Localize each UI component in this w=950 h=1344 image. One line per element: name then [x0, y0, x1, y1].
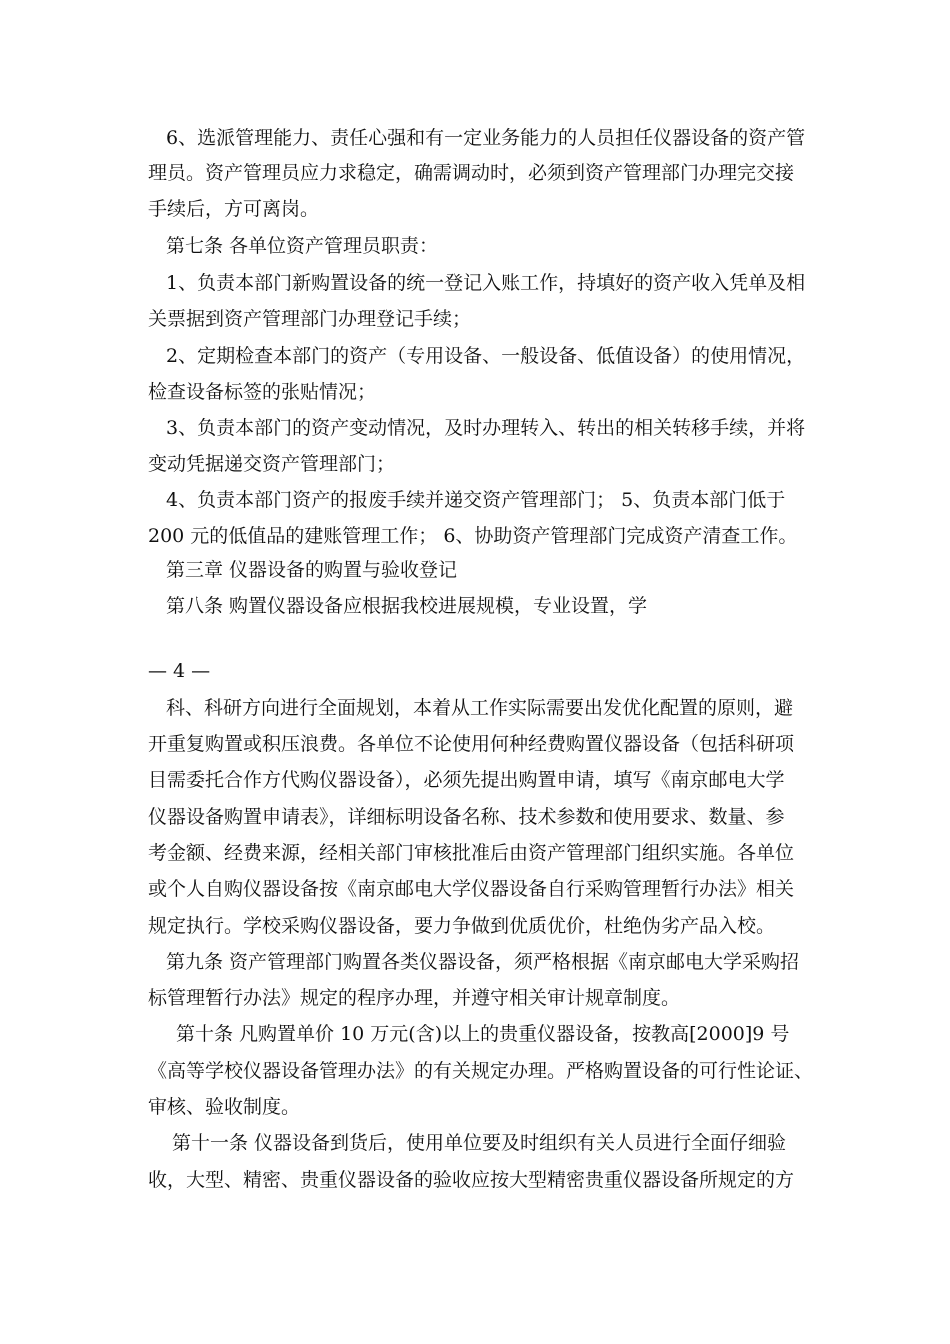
page-number: — 4 — — [148, 660, 211, 682]
paragraph-line: 理员。资产管理员应力求稳定，确需调动时，必须到资产管理部门办理完交接 — [148, 162, 795, 184]
paragraph-line: 检查设备标签的张贴情况； — [148, 381, 377, 403]
paragraph-line: 关票据到资产管理部门办理登记手续； — [148, 308, 472, 330]
article-heading: 第七条 各单位资产管理员职责： — [166, 235, 439, 257]
article-heading: 第十一条 仪器设备到货后，使用单位要及时组织有关人员进行全面仔细验 — [172, 1132, 787, 1154]
paragraph-line: 标管理暂行办法》规定的程序办理，并遵守相关审计规章制度。 — [148, 987, 681, 1009]
paragraph-line: 《高等学校仪器设备管理办法》的有关规定办理。严格购置设备的可行性论证、 — [148, 1060, 814, 1082]
paragraph-line: 手续后，方可离岗。 — [148, 198, 320, 220]
paragraph-line: 收，大型、精密、贵重仪器设备的验收应按大型精密贵重仪器设备所规定的方 — [148, 1169, 795, 1191]
paragraph-line: 科、科研方向进行全面规划，本着从工作实际需要出发优化配置的原则，避 — [166, 697, 794, 719]
paragraph-line: 规定执行。学校采购仪器设备，要力争做到优质优价，杜绝伪劣产品入校。 — [148, 915, 776, 937]
chapter-heading: 第三章 仪器设备的购置与验收登记 — [166, 559, 458, 581]
paragraph-line: 开重复购置或积压浪费。各单位不论使用何种经费购置仪器设备（包括科研项 — [148, 733, 795, 755]
article-heading: 第九条 资产管理部门购置各类仪器设备，须严格根据《南京邮电大学采购招 — [166, 951, 800, 973]
article-heading: 第十条 凡购置单价 10 万元(含)以上的贵重仪器设备，按教高[2000]9 号 — [176, 1023, 790, 1045]
paragraph-line: 3、负责本部门的资产变动情况，及时办理转入、转出的相关转移手续，并将 — [166, 417, 806, 439]
paragraph-line: 1、负责本部门新购置设备的统一登记入账工作，持填好的资产收入凭单及相 — [166, 272, 806, 294]
paragraph-line: 审核、验收制度。 — [148, 1096, 301, 1118]
paragraph-line: 2、定期检查本部门的资产（专用设备、一般设备、低值设备）的使用情况， — [166, 345, 806, 367]
paragraph-line: 或个人自购仪器设备按《南京邮电大学仪器设备自行采购管理暂行办法》相关 — [148, 878, 795, 900]
paragraph-line: 200 元的低值品的建账管理工作； 6、协助资产管理部门完成资产清查工作。 — [148, 525, 798, 547]
paragraph-line: 考金额、经费来源，经相关部门审核批准后由资产管理部门组织实施。各单位 — [148, 842, 795, 864]
paragraph-line: 6、选派管理能力、责任心强和有一定业务能力的人员担任仪器设备的资产管 — [166, 127, 806, 149]
paragraph-line: 变动凭据递交资产管理部门； — [148, 453, 396, 475]
paragraph-line: 4、负责本部门资产的报废手续并递交资产管理部门； 5、负责本部门低于 — [166, 489, 786, 511]
article-heading: 第八条 购置仪器设备应根据我校进展规模，专业设置，学 — [166, 595, 648, 617]
paragraph-line: 仪器设备购置申请表》，详细标明设备名称、技术参数和使用要求、数量、参 — [148, 806, 785, 828]
paragraph-line: 目需委托合作方代购仪器设备），必须先提出购置申请，填写《南京邮电大学 — [148, 769, 785, 791]
